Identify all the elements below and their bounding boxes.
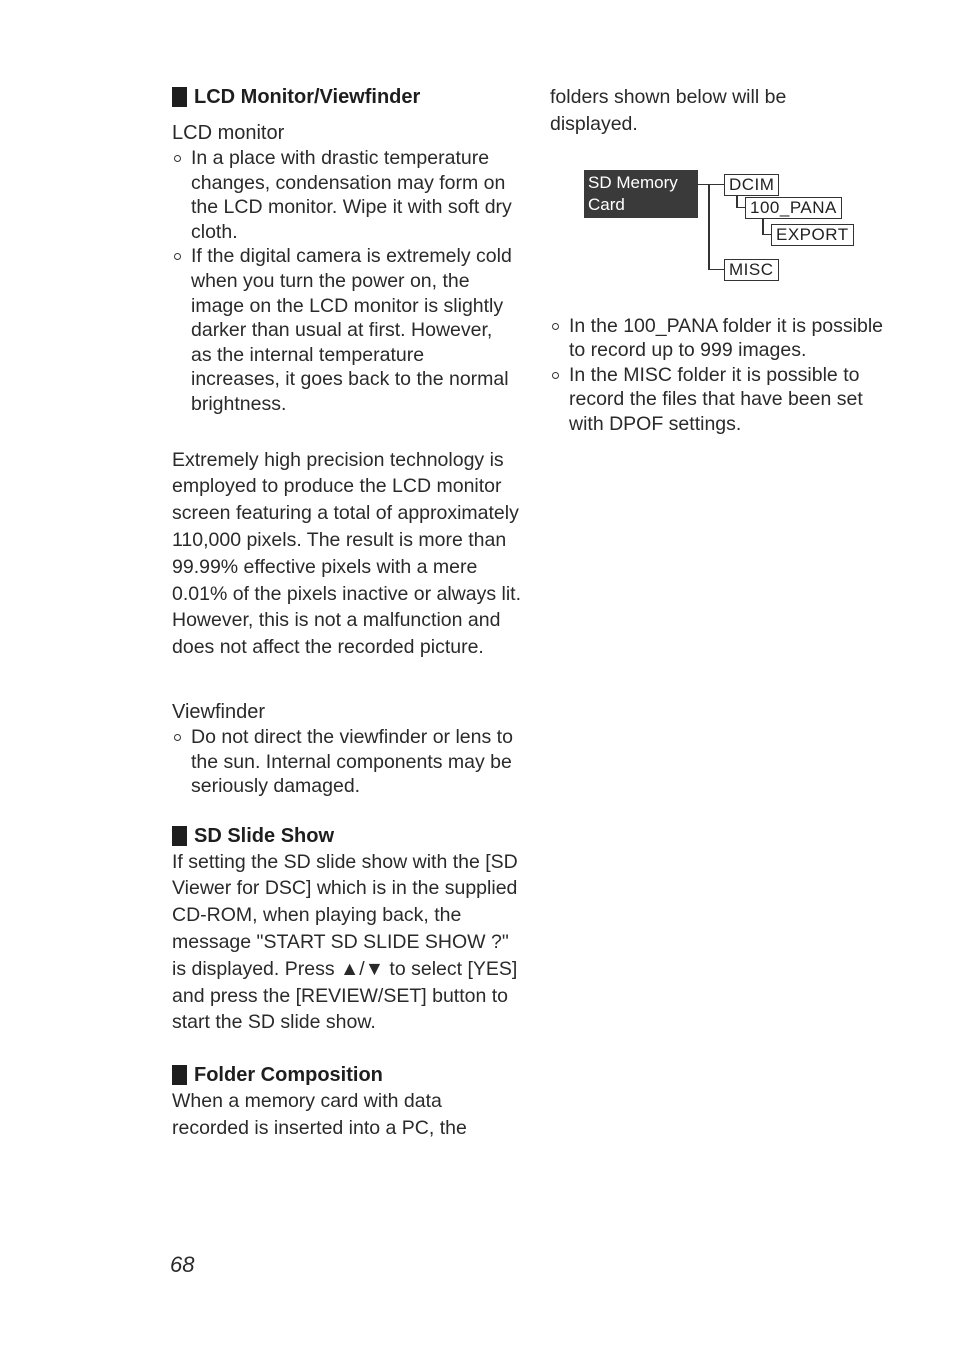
lcd-heading-text: LCD Monitor/Viewfinder: [194, 86, 421, 108]
folder-dcim: DCIM: [724, 174, 779, 196]
folder-bullet-list: [550, 314, 885, 437]
folder-misc: MISC: [724, 259, 779, 281]
list-item: In the 100_PANA folder it is possible to record up to 999 images.: [550, 314, 885, 363]
folder-100-pana: 100_PANA: [745, 197, 842, 219]
section-marker-icon: [172, 826, 187, 846]
folder-export: EXPORT: [771, 224, 854, 246]
connector-line: [708, 184, 710, 270]
left-column: [172, 84, 532, 1142]
viewfinder-bullet-list: [172, 725, 517, 799]
sd-slide-heading: [172, 823, 532, 849]
folder-heading-text: Folder Composition: [194, 1064, 383, 1087]
folder-paragraph-continued: folders shown below will be displayed.: [550, 86, 787, 135]
bullet-icon: [174, 734, 181, 741]
precision-paragraph: Extremely high precision technology is employed to produce the LCD monitor screen featuring a total of approximately 110,000 pixels. The result is more than 99.99% effective pixels with a mere 0.01% of the pixels inactive or always lit. However, this is not a malfunction and does not affect the recorded picture.: [172, 448, 522, 659]
lcd-bullet-list: [172, 146, 517, 417]
sd-memory-card-box: SD Memory Card: [584, 170, 698, 218]
bullet-icon: [552, 372, 559, 379]
bullet-icon: [174, 253, 181, 260]
page-number: 68: [170, 1252, 195, 1277]
section-marker-icon: [172, 1065, 187, 1085]
folder-paragraph-start: When a memory card with data recorded is inserted into a PC, the: [172, 1090, 467, 1140]
sd-slide-paragraph: If setting the SD slide show with the [SD Viewer for DSC] which is in the supplied CD-ROM, when playing back, the message "START SD SLIDE SHOW ?" is displayed. Press ▲/▼ to select [YES] and press the [REVIEW/SET] button to start the SD slide show.: [172, 850, 518, 1034]
connector-line: [762, 219, 764, 235]
viewfinder-label: Viewfinder: [172, 700, 266, 723]
folder-heading: [172, 1062, 532, 1088]
list-item: In the MISC folder it is possible to record the files that have been set with DPOF settings.: [550, 363, 885, 437]
bullet-icon: [174, 155, 181, 162]
connector-line: [708, 269, 724, 271]
lcd-section-heading: [172, 84, 532, 110]
lcd-monitor-label: LCD monitor: [172, 122, 285, 144]
list-item: Do not direct the viewfinder or lens to the sun. Internal components may be seriously damaged.: [172, 725, 517, 799]
list-item: If the digital camera is extremely cold when you turn the power on, the image on the LCD monitor is slightly darker than usual at first. However, as the internal temperature increases, it goes back to the normal brightness.: [172, 244, 517, 416]
connector-line: [698, 184, 724, 186]
section-marker-icon: [172, 87, 187, 107]
bullet-icon: [552, 323, 559, 330]
sd-slide-heading-text: SD Slide Show: [194, 824, 335, 847]
folder-diagram: [550, 168, 880, 288]
list-item: In a place with drastic temperature changes, condensation may form on the LCD monitor. Wipe it with soft dry cloth.: [172, 146, 517, 244]
right-column: [550, 84, 895, 437]
